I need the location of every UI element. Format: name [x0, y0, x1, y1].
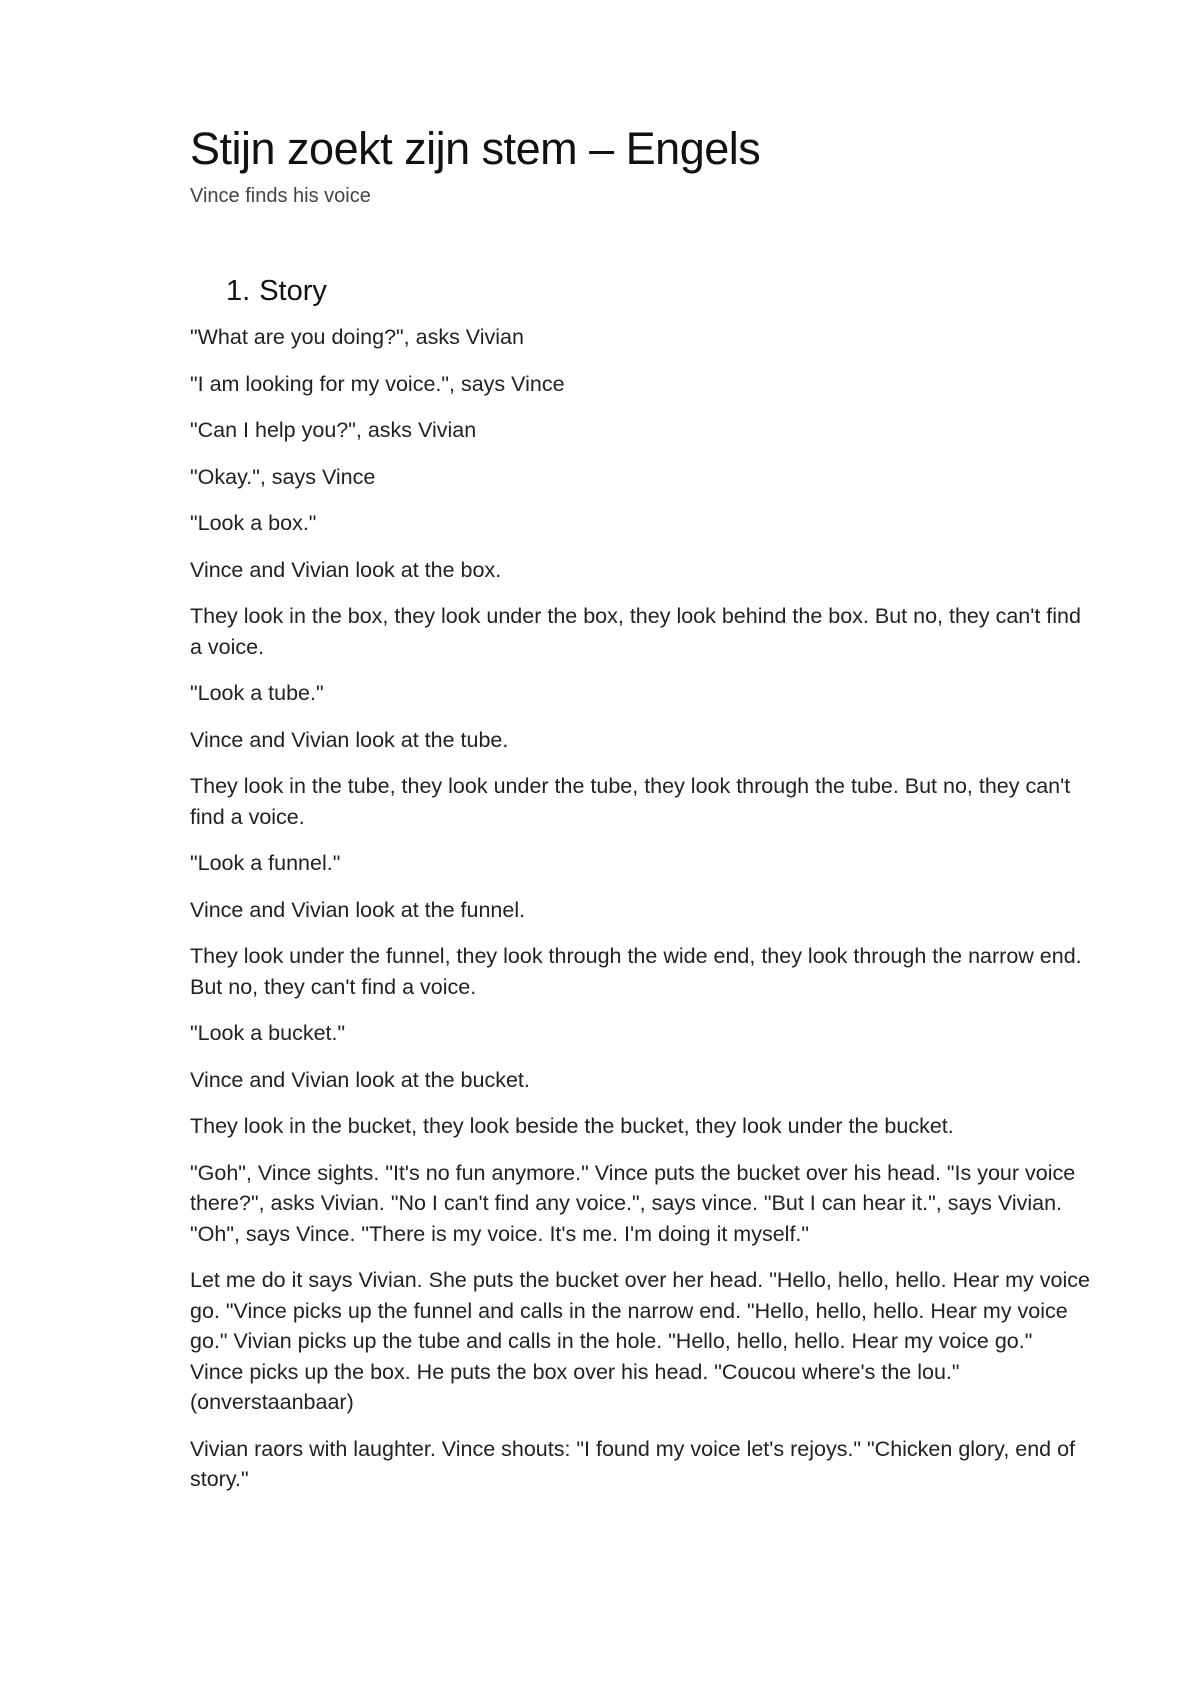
story-paragraph: They look under the funnel, they look through the wide end, they look through the narrow end. But no, they can't find a voice.: [190, 944, 1082, 999]
story-paragraph: "Goh", Vince sights. "It's no fun anymore." Vince puts the bucket over his head. "Is your voice there?", asks Vivian. "No I can't find any voice.", says vince. "But I can hear it.", says Vivian. "Oh", says Vince. "There is my voice. It's me. I'm doing it myself.": [190, 1160, 1076, 1246]
story-paragraph: Vince and Vivian look at the tube.: [190, 727, 509, 752]
story-paragraph: "Okay.", says Vince: [190, 464, 376, 489]
story-body: [190, 322, 1090, 1495]
story-paragraph: They look in the tube, they look under the tube, they look through the tube. But no, they can't find a voice.: [190, 774, 1071, 829]
story-paragraph: Let me do it says Vivian. She puts the bucket over her head. "Hello, hello, hello. Hear my voice go. "Vince picks up the funnel and calls in the narrow end. "Hello, hello, hello. Hear my voice go." Vivian picks up the tube and calls in the hole. "Hello, hello, hello. Hear my voice go." Vince picks up the box. He puts the box over his head. "Coucou where's the lou."(onverstaanbaar): [190, 1268, 1090, 1415]
section-heading: [226, 274, 1090, 309]
story-paragraph: "Look a bucket.": [190, 1021, 346, 1046]
story-paragraph: "What are you doing?", asks Vivian: [190, 325, 524, 350]
story-paragraph: They look in the box, they look under the box, they look behind the box. But no, they can't find a voice.: [190, 604, 1081, 659]
story-paragraph: Vince and Vivian look at the funnel.: [190, 897, 526, 922]
story-paragraph: "Can I help you?", asks Vivian: [190, 418, 477, 443]
document-page: [190, 124, 1090, 1511]
story-paragraph: "Look a box.": [190, 511, 317, 536]
story-paragraph: "Look a funnel.": [190, 851, 341, 876]
story-paragraph: "I am looking for my voice.", says Vince: [190, 371, 565, 396]
section-number: 1.: [226, 274, 251, 307]
document-title: Stijn zoekt zijn stem – Engels: [190, 123, 761, 174]
document-subtitle: Vince finds his voice: [190, 184, 371, 207]
section-title: Story: [259, 274, 327, 307]
story-paragraph: They look in the bucket, they look beside the bucket, they look under the bucket.: [190, 1114, 954, 1139]
story-paragraph: "Look a tube.": [190, 681, 324, 706]
story-paragraph: Vince and Vivian look at the box.: [190, 557, 502, 582]
story-paragraph: Vivian raors with laughter. Vince shouts: "I found my voice let's rejoys." "Chicken glory, end of story.": [190, 1436, 1076, 1492]
story-paragraph: Vince and Vivian look at the bucket.: [190, 1067, 530, 1092]
